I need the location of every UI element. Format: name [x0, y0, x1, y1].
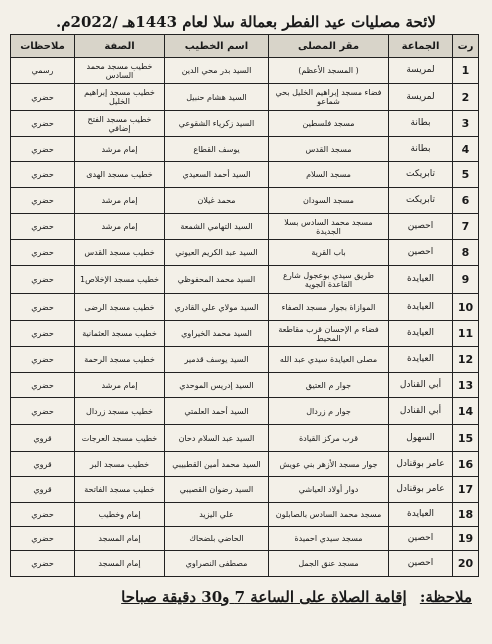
row-number: 11 — [453, 321, 479, 347]
row-role: خطيب مسجد زردال — [75, 398, 165, 425]
row-note: حضري — [11, 84, 75, 111]
row-commune: أبي القنادل — [389, 398, 453, 425]
row-note: حضري — [11, 214, 75, 240]
table-row — [11, 188, 479, 214]
row-number: 5 — [453, 162, 479, 188]
row-note: قروي — [11, 477, 75, 503]
row-place: مصلى العيايدة سيدي عبد الله — [269, 347, 389, 373]
row-place: باب القرية — [269, 240, 389, 266]
table-row — [11, 503, 479, 527]
row-role: خطيب مسجد الرضى — [75, 294, 165, 321]
row-role: خطيب مسجد الفاتحة — [75, 477, 165, 503]
row-commune: السهول — [389, 425, 453, 452]
row-place: مسجد عنق الجمل — [269, 551, 389, 577]
table-row — [11, 111, 479, 137]
row-preacher-name: السيد مولاي علي القادري — [165, 294, 269, 321]
row-role: إمام المسجد — [75, 551, 165, 577]
row-role: خطيب مسجد العثمانية — [75, 321, 165, 347]
table-row — [11, 214, 479, 240]
footer-label: ملاحظة: — [419, 588, 472, 606]
row-note: حضري — [11, 398, 75, 425]
row-preacher-name: السيد إدريس الموحدي — [165, 373, 269, 398]
footer-text: إقامة الصلاة على الساعة 7 و30 دقيقة صباحا — [121, 588, 407, 606]
row-note: حضري — [11, 321, 75, 347]
row-note: حضري — [11, 347, 75, 373]
row-preacher-name: السيد يوسف قدمير — [165, 347, 269, 373]
row-preacher-name: السيد بدر محي الدين — [165, 58, 269, 84]
row-place: طريق سيدي بوعجول شارع القاعدة الجوية — [269, 266, 389, 294]
row-number: 13 — [453, 373, 479, 398]
row-note: حضري — [11, 266, 75, 294]
row-note: حضري — [11, 373, 75, 398]
table-row — [11, 373, 479, 398]
row-commune: العيايدة — [389, 321, 453, 347]
row-commune: تابريكت — [389, 188, 453, 214]
row-preacher-name: السيد محمد الخيراوي — [165, 321, 269, 347]
table-row — [11, 294, 479, 321]
row-preacher-name: الحاضي بلضحاك — [165, 527, 269, 551]
row-number: 20 — [453, 551, 479, 577]
page-title: لائحة مصليات عيد الفطر بعمالة سلا لعام 1443هـ /2022م. — [56, 13, 436, 31]
table-row — [11, 266, 479, 294]
row-preacher-name: مصطفى النصراوي — [165, 551, 269, 577]
row-place: جوار مسجد الأزهر بني عويش — [269, 452, 389, 477]
row-place: جوار م العتيق — [269, 373, 389, 398]
row-place: مسجد سيدي احميدة — [269, 527, 389, 551]
row-place: مسجد محمد السادس بسلا الجديدة — [269, 214, 389, 240]
row-role: خطيب مسجد العرجات — [75, 425, 165, 452]
table-row — [11, 425, 479, 452]
row-number: 17 — [453, 477, 479, 503]
row-preacher-name: علي اليزيد — [165, 503, 269, 527]
row-role: إمام مرشد — [75, 137, 165, 162]
row-note: حضري — [11, 551, 75, 577]
row-commune: احصين — [389, 214, 453, 240]
table-row — [11, 137, 479, 162]
row-number: 3 — [453, 111, 479, 137]
row-preacher-name: يوسف القطاع — [165, 137, 269, 162]
row-preacher-name: السيد رضوان القصيبي — [165, 477, 269, 503]
footer-note — [121, 588, 472, 606]
header-place: مقر المصلى — [269, 35, 389, 58]
row-role: خطيب مسجد الإخلاص1 — [75, 266, 165, 294]
row-role: إمام المسجد — [75, 527, 165, 551]
row-note: حضري — [11, 111, 75, 137]
row-number: 2 — [453, 84, 479, 111]
row-preacher-name: السيد محمد المحفوظي — [165, 266, 269, 294]
row-preacher-name: السيد زكرياء الشقوعي — [165, 111, 269, 137]
header-role: الصفة — [75, 35, 165, 58]
row-number: 12 — [453, 347, 479, 373]
row-number: 14 — [453, 398, 479, 425]
row-number: 18 — [453, 503, 479, 527]
row-number: 9 — [453, 266, 479, 294]
row-place: مسجد القدس — [269, 137, 389, 162]
row-number: 8 — [453, 240, 479, 266]
row-place: مسجد فلسطين — [269, 111, 389, 137]
row-note: حضري — [11, 188, 75, 214]
row-role: خطيب مسجد إبراهيم الخليل — [75, 84, 165, 111]
row-number: 16 — [453, 452, 479, 477]
row-number: 10 — [453, 294, 479, 321]
table-row — [11, 347, 479, 373]
row-place: ( المسجد الأعظم) — [269, 58, 389, 84]
row-role: خطيب مسجد الهدى — [75, 162, 165, 188]
row-commune: تابريكت — [389, 162, 453, 188]
row-place: فضاء مسجد إبراهيم الخليل بحي شماعو — [269, 84, 389, 111]
row-commune: عامر بوقنادل — [389, 452, 453, 477]
row-number: 1 — [453, 58, 479, 84]
row-commune: العيايدة — [389, 266, 453, 294]
row-commune: بطانة — [389, 137, 453, 162]
row-commune: العيايدة — [389, 347, 453, 373]
row-place: جوار م زردال — [269, 398, 389, 425]
row-commune: العيايدة — [389, 294, 453, 321]
row-commune: عامر بوقنادل — [389, 477, 453, 503]
row-note: حضري — [11, 137, 75, 162]
row-place: مسجد السودان — [269, 188, 389, 214]
row-role: خطيب مسجد البر — [75, 452, 165, 477]
row-note: حضري — [11, 503, 75, 527]
table-row — [11, 477, 479, 503]
table-header-row — [11, 35, 479, 58]
row-commune: احصين — [389, 240, 453, 266]
table-row — [11, 162, 479, 188]
row-number: 19 — [453, 527, 479, 551]
row-role: خطيب مسجد القدس — [75, 240, 165, 266]
table-row — [11, 321, 479, 347]
row-number: 15 — [453, 425, 479, 452]
row-commune: احصين — [389, 527, 453, 551]
table-row — [11, 527, 479, 551]
row-note: رسمي — [11, 58, 75, 84]
header-notes: ملاحظات — [11, 35, 75, 58]
header-number: رت — [453, 35, 479, 58]
row-note: قروي — [11, 425, 75, 452]
row-commune: العيايدة — [389, 503, 453, 527]
table-row — [11, 84, 479, 111]
row-number: 4 — [453, 137, 479, 162]
table-row — [11, 58, 479, 84]
row-note: حضري — [11, 294, 75, 321]
row-place: مسجد محمد السادس بالصابلون — [269, 503, 389, 527]
row-preacher-name: السيد أحمد السعيدي — [165, 162, 269, 188]
row-preacher-name: السيد محمد أمين القطبيبي — [165, 452, 269, 477]
row-commune: لمريسة — [389, 58, 453, 84]
row-commune: أبي القنادل — [389, 373, 453, 398]
row-preacher-name: السيد هشام حنبيل — [165, 84, 269, 111]
row-role: إمام مرشد — [75, 188, 165, 214]
row-preacher-name: السيد أحمد العلمتي — [165, 398, 269, 425]
row-preacher-name: السيد التهامي الشمعة — [165, 214, 269, 240]
row-place: فضاء م الإحسان قرب مقاطعة المحيط — [269, 321, 389, 347]
row-commune: لمريسة — [389, 84, 453, 111]
row-preacher-name: محمد غيلان — [165, 188, 269, 214]
row-role: إمام مرشد — [75, 373, 165, 398]
row-place: الموازاة بجوار مسجد الصفاء — [269, 294, 389, 321]
row-note: حضري — [11, 162, 75, 188]
table-row — [11, 398, 479, 425]
row-preacher-name: السيد عبد السلام دحان — [165, 425, 269, 452]
header-preacher-name: اسم الخطيب — [165, 35, 269, 58]
table-row — [11, 452, 479, 477]
row-note: قروي — [11, 452, 75, 477]
row-place: قرب مركز القيادة — [269, 425, 389, 452]
row-number: 6 — [453, 188, 479, 214]
row-note: حضري — [11, 240, 75, 266]
row-role: خطيب مسجد الفتح إضافي — [75, 111, 165, 137]
row-number: 7 — [453, 214, 479, 240]
row-commune: بطانة — [389, 111, 453, 137]
row-place: مسجد السلام — [269, 162, 389, 188]
row-place: دوار أولاد العياشي — [269, 477, 389, 503]
row-role: إمام مرشد — [75, 214, 165, 240]
row-role: خطيب مسجد الرحمة — [75, 347, 165, 373]
row-note: حضري — [11, 527, 75, 551]
row-preacher-name: السيد عبد الكريم العيوني — [165, 240, 269, 266]
table-row — [11, 551, 479, 577]
prayer-places-table — [10, 34, 479, 577]
row-commune: احصين — [389, 551, 453, 577]
row-role: إمام وخطيب — [75, 503, 165, 527]
header-commune: الجماعة — [389, 35, 453, 58]
table-row — [11, 240, 479, 266]
row-role: خطيب مسجد محمد السادس — [75, 58, 165, 84]
